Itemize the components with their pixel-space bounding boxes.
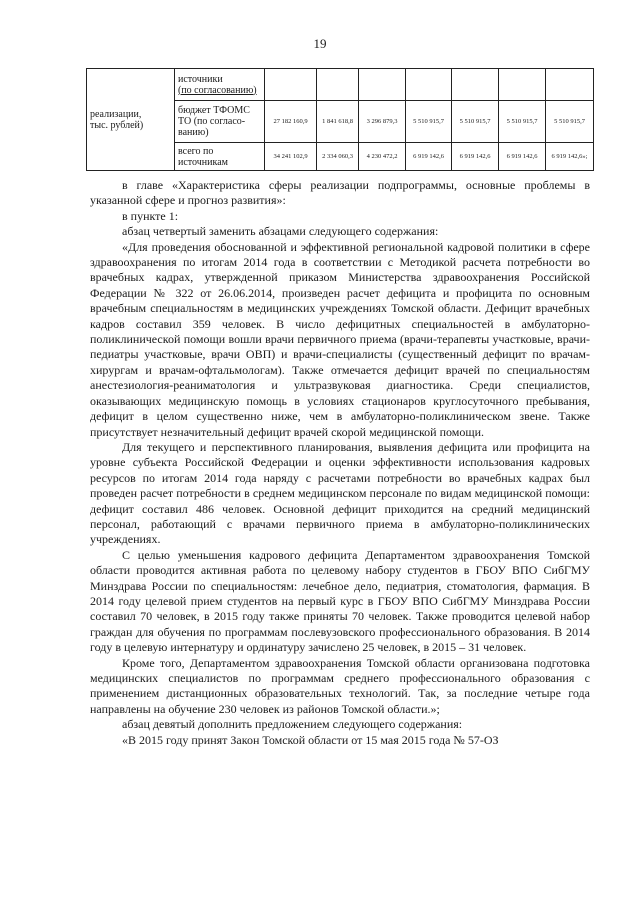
paragraph: в пункте 1: <box>122 208 179 223</box>
table-cell <box>452 69 499 101</box>
table-row-label: реализации, тыс. рублей) <box>87 69 175 171</box>
table-cell: 2 334 060,3 <box>317 143 359 171</box>
table-cell <box>359 69 406 101</box>
paragraph: Для текущего и перспективного планирования, выявления дефицита или профицита на уровне субъекта Российской Федерации и оценки эффективности использования кадровых ресурсов по итогам 2014 года наряду с расчетами потребности во врачебных кадрах был проведен расчет потребности в среднем медицинском персонале по видам медицинской помощи: дефицит составил 486 человек. Основной дефицит приходится на средний медицинский персонал, работающий с врачами первичного приема в амбулаторно-поликлинических учреждениях. <box>90 439 590 547</box>
paragraph: Кроме того, Департаментом здравоохранения Томской области организована подготовка медицинских специалистов по программам среднего профессионального образования с применением дистанционных образовательных технологий. Так, за последние четыре года направлены на обучение 230 человек из районов Томской области.»; <box>90 655 590 716</box>
table-cell: 5 510 915,7 <box>546 101 594 143</box>
table-row <box>87 69 594 101</box>
table-cell: 5 510 915,7 <box>499 101 546 143</box>
table-cell: 6 919 142,6 <box>499 143 546 171</box>
table-cell <box>317 69 359 101</box>
funding-source-cell: источники (по согласованию) <box>175 69 265 101</box>
table-cell: 6 919 142,6 <box>406 143 452 171</box>
table-cell: 3 296 879,3 <box>359 101 406 143</box>
table-cell: 27 182 160,9 <box>265 101 317 143</box>
paragraph: «В 2015 году принят Закон Томской области от 15 мая 2015 года № 57-ОЗ <box>122 732 499 747</box>
document-body <box>90 178 590 748</box>
paragraph: в главе «Характеристика сферы реализации подпрограммы, основные проблемы в указанной сфере и прогноз развития»: <box>90 178 590 208</box>
table-cell <box>546 69 594 101</box>
paragraph: абзац девятый дополнить предложением следующего содержания: <box>122 717 463 732</box>
table-cell: 34 241 102,9 <box>265 143 317 171</box>
table-cell: 6 919 142,6»; <box>546 143 594 171</box>
funding-source-cell: всего по источникам <box>175 143 265 171</box>
funding-source-cell: бюджет ТФОМС ТО (по согласо- ванию) <box>175 101 265 143</box>
table-cell: 4 230 472,2 <box>359 143 406 171</box>
paragraph: «Для проведения обоснованной и эффективной региональной кадровой политики в сфере здравоохранения по итогам 2014 года в соответствии с Методикой расчета потребности во врачебных кадрах, утвержденной приказом Министерства здравоохранения Российской Федерации № 322 от 26.06.2014, произведен расчет дефицита и профицита по основным врачебным специальностям в медицинских учреждениях Томской области. Дефицит врачебных кадров составил 359 человек. В число дефицитных специальностей в амбулаторно-поликлинической помощи вошли врачи первичного приема (врачи-терапевты участковые, врачи-педиатры участковые, врачи ОВП) и врачи-специалисты (существенный дефицит по врачам-хирургам и врачам-офтальмологам). Также отмечается дефицит врачей по специальностям анестезиология-реаниматология и ультразвуковая диагностика. Среди специалистов, оказывающих медицинскую помощь в условиях стационаров круглосуточного пребывания, дефицит в целом существенно ниже, чем в амбулаторно-поликлиническом звене. Также присутствует незначительный дефицит врачей скорой медицинской помощи. <box>90 239 590 439</box>
table-cell: 5 510 915,7 <box>406 101 452 143</box>
paragraph: абзац четвертый заменить абзацами следующего содержания: <box>122 224 439 239</box>
table-cell: 5 510 915,7 <box>452 101 499 143</box>
table-cell: 6 919 142,6 <box>452 143 499 171</box>
table-cell: 1 841 618,8 <box>317 101 359 143</box>
paragraph: С целью уменьшения кадрового дефицита Департаментом здравоохранения Томской области проводится активная работа по целевому набору студентов в ГБОУ ВПО СибГМУ Минздрава России по специальностям: лечебное дело, педиатрия, стоматология, фармация. В 2014 году целевой прием студентов на первый курс в ГБОУ ВПО СибГМУ Минздрава России составил 70 человек, в 2015 году также приняты 70 человек. Также проводится целевой набор граждан для обучения по программам послевузовского профессионального образования. В 2014 году в целевую интернатуру и ординатуру зачислено 25 человек, в 2015 – 31 человек. <box>90 547 590 655</box>
table-cell <box>406 69 452 101</box>
budget-table <box>86 68 594 171</box>
table-cell <box>499 69 546 101</box>
page-number: 19 <box>313 36 327 51</box>
table-cell <box>265 69 317 101</box>
